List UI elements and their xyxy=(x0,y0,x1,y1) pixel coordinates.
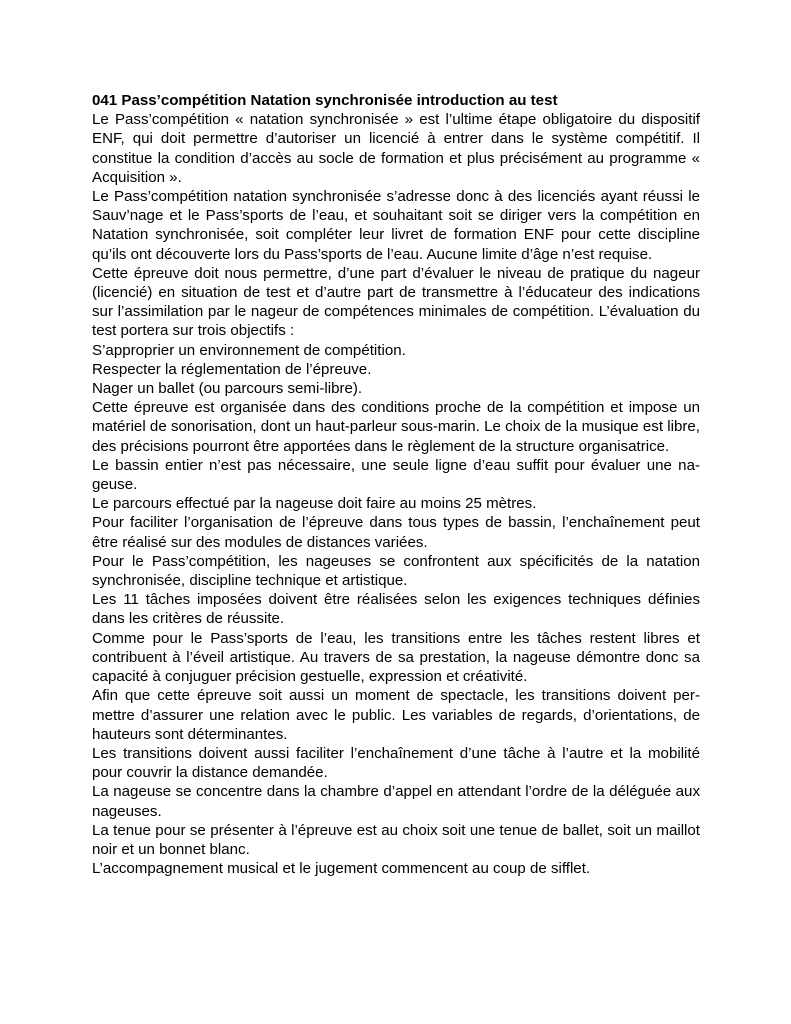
paragraph-transitions-mobility: Les transitions doivent aussi faciliter l’enchaînement d’une tâche à l’autre et la mobilité pour couvrir la distance demandée. xyxy=(92,744,700,782)
paragraph-audience: Le Pass’compétition natation synchronisée s’adresse donc à des licenciés ayant réussi le Sauv’nage et le Pass’sports de l’eau, et souhaitant soit se diriger vers la compétition en Natation synchronisée, soit compléter leur livret de formation ENF pour cette discipline qu’ils ont découverte lors du Pass’sports de l’eau. Aucune limite d’âge n’est requise. xyxy=(92,188,700,263)
paragraph-start: L’accompagnement musical et le jugement commencent au coup de sifflet. xyxy=(92,860,591,878)
document-title: 041 Pass’compétition Natation synchronisée introduction au test xyxy=(92,92,558,109)
paragraph-call-room: La nageuse se concentre dans la chambre d’appel en attendant l’ordre de la déléguée aux nageuses. xyxy=(92,783,700,820)
paragraph-specificities: Pour le Pass’compétition, les nageuses se confrontent aux spécificités de la natation synchronisée, discipline technique et artistique. xyxy=(92,552,700,590)
document-body xyxy=(92,91,700,878)
paragraph-tasks: Les 11 tâches imposées doivent être réalisées selon les exigences techniques définies dans les critères de réussite. xyxy=(92,591,700,628)
paragraph-transitions-artistic: Comme pour le Pass’sports de l’eau, les transitions entre les tâches restent libres et contribuent à l’éveil artistique. Au travers de sa prestation, la nageuse démontre donc sa capacité à conjuguer précision gestuelle, expression et créativité. xyxy=(92,629,700,686)
paragraph-objectives-intro: Cette épreuve doit nous permettre, d’une part d’évaluer le niveau de pratique du nageur (licencié) en situation de test et d’autre part de transmettre à l’éducateur des indications sur l’assimilation par le nageur de compétences minimales de compétition. L’évaluation du test portera sur trois objectifs : xyxy=(92,264,700,340)
objective-item-3: Nager un ballet (ou parcours semi-libre). xyxy=(92,380,363,398)
paragraph-spectacle: Afin que cette épreuve soit aussi un moment de spectacle, les transitions doivent permettre d’assurer une relation avec le public. Les variables de regards, d’orientations, de hauteurs sont déterminantes. xyxy=(92,687,700,743)
paragraph-distance: Le parcours effectué par la nageuse doit faire au moins 25 mètres. xyxy=(92,495,537,513)
paragraph-outfit: La tenue pour se présenter à l’épreuve est au choix soit une tenue de ballet, soit un maillot noir et un bonnet blanc. xyxy=(92,821,700,858)
objective-item-1: S’approprier un environnement de compétition. xyxy=(92,341,406,359)
objective-item-2: Respecter la réglementation de l’épreuve. xyxy=(92,360,372,378)
paragraph-pool: Le bassin entier n’est pas nécessaire, une seule ligne d’eau suffit pour évaluer une nageuse. xyxy=(92,456,700,494)
paragraph-intro: Le Pass’compétition « natation synchronisée » est l’ultime étape obligatoire du dispositif ENF, qui doit permettre d’autoriser un licencié à entrer dans le système compétitif. Il constitue la condition d’accès au socle de formation et plus précisément au programme « Acquisition ». xyxy=(92,111,700,186)
paragraph-conditions: Cette épreuve est organisée dans des conditions proche de la compétition et impose un matériel de sonorisation, dont un haut-parleur sous-marin. Le choix de la musique est libre, des précisions pourront être apportées dans le règlement de la structure organisatrice. xyxy=(92,399,700,455)
paragraph-modules: Pour faciliter l’organisation de l’épreuve dans tous types de bassin, l’enchaînement peut être réalisé sur des modules de distances variées. xyxy=(92,514,700,551)
